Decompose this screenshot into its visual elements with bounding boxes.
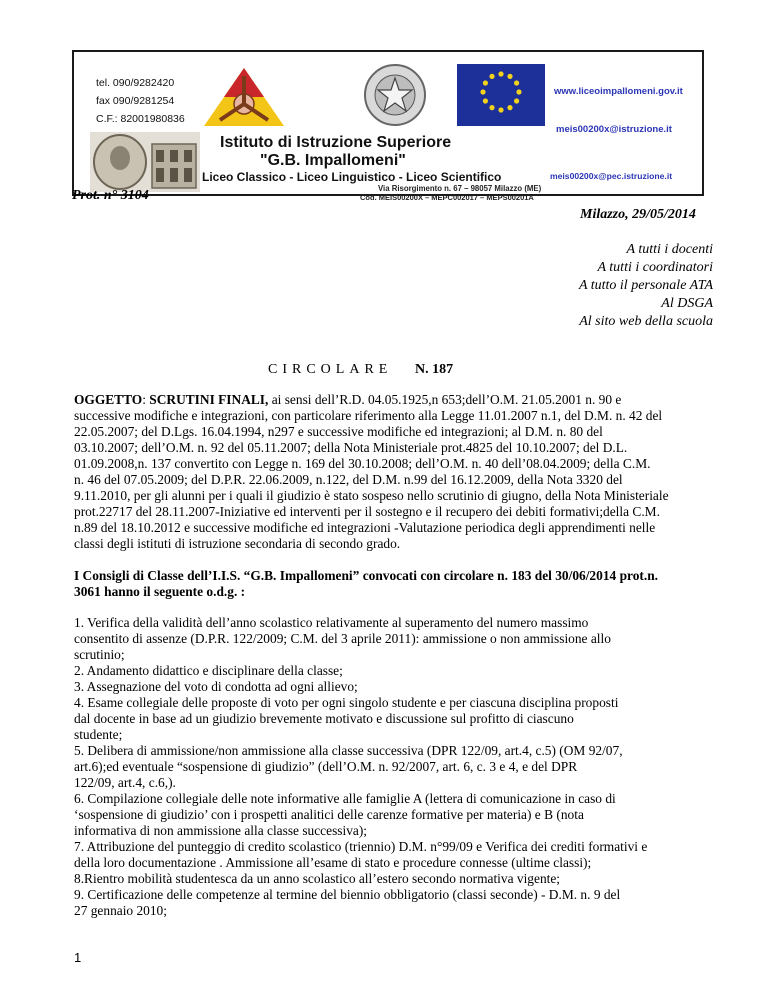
agenda-line: dal docente in base ad un giudizio brevemente motivato e discussione sul profitto di ciascuno xyxy=(74,711,574,726)
agenda-line: studente; xyxy=(74,727,123,742)
document-title: CIRCOLARE xyxy=(268,362,393,377)
italian-republic-emblem-icon xyxy=(362,62,428,128)
oggetto-label: OGGETTO xyxy=(74,392,143,407)
oggetto-line: 9.11.2010, per gli alunni per i quali il giudizio è stato sospeso nello scrutinio di giugno, della Nota Ministeriale xyxy=(74,488,669,503)
oggetto-line: 22.05.2007; del D.Lgs. 16.04.1994, n297 e successive modifiche ed integrazioni; al D.M. n. 80 del xyxy=(74,424,603,439)
circolare-number: N. 187 xyxy=(415,362,454,377)
oggetto-line: n. 46 del 07.05.2009; del D.P.R. 22.06.2009, n.122, del D.M. n.99 del 16.12.2009, della Nota 3320 del xyxy=(74,472,623,487)
recipient: A tutti i docenti xyxy=(626,242,713,257)
oggetto-line: prot.22717 del 28.11.2007-Iniziative ed interventi per il sostegno e il recupero dei debiti formativi;della C.M. xyxy=(74,504,660,519)
recipient: A tutti i coordinatori xyxy=(597,260,713,275)
oggetto-line: 03.10.2007; dell’O.M. n. 92 del 05.11.2007; della Nota Ministeriale prot.4825 del 10.10.2007; del D.L. xyxy=(74,440,628,455)
website-link[interactable]: www.liceoimpallomeni.gov.it xyxy=(554,86,683,97)
oggetto-line: n.89 del 18.10.2012 e successive modifiche ed integrazioni -Valutazione periodica degli apprendimenti nelle xyxy=(74,520,656,535)
agenda-line: consentito di assenze (D.P.R. 122/2009; C.M. del 3 aprile 2011): ammissione o non ammissione allo xyxy=(74,631,611,646)
convocation-paragraph xyxy=(74,568,714,600)
letterhead xyxy=(72,50,704,202)
agenda-line: art.6);ed eventuale “sospensione di giudizio” (dell’O.M. n. 92/2007, art. 6, c. 3 e 4, e del DPR xyxy=(74,759,578,774)
protocol-number: Prot. n° 3104 xyxy=(72,188,149,203)
eu-flag-icon xyxy=(457,64,545,126)
agenda-line: 7. Attribuzione del punteggio di credito scolastico (triennio) D.M. n°99/09 e Verifica dei crediti formativi e xyxy=(74,839,648,854)
agenda-line: 122/09, art.4, c.6,). xyxy=(74,775,176,790)
agenda-line: 27 gennaio 2010; xyxy=(74,903,167,918)
convocation-line: 3061 hanno il seguente o.d.g. : xyxy=(74,584,246,599)
agenda-line: informativa di non ammissione alla classe successiva); xyxy=(74,823,368,838)
institute-address: Via Risorgimento n. 67 – 98057 Milazzo (ME) xyxy=(378,184,542,193)
recipient: A tutto il personale ATA xyxy=(578,278,713,293)
recipients-list xyxy=(413,241,713,331)
agenda-list xyxy=(74,615,714,919)
recipient: Al sito web della scuola xyxy=(579,314,713,329)
place-date: Milazzo, 29/05/2014 xyxy=(580,207,696,222)
oggetto-line: successive modifiche e integrazioni, con particolare riferimento alla Legge 11.01.2007 n.1, del D.M. n. 42 del xyxy=(74,408,663,423)
page-number: 1 xyxy=(74,950,82,965)
oggetto-subject: SCRUTINI FINALI, xyxy=(149,392,269,407)
agenda-line: 2. Andamento didattico e disciplinare della classe; xyxy=(74,663,343,678)
agenda-line: 3. Assegnazione del voto di condotta ad ogni allievo; xyxy=(74,679,358,694)
licei-list: Liceo Classico - Liceo Linguistico - Liceo Scientifico xyxy=(202,170,502,184)
agenda-line: 6. Compilazione collegiale delle note informative alle famiglie A (lettera di comunicazione in caso di xyxy=(74,791,616,806)
oggetto-line: ai sensi dell’R.D. 04.05.1925,n 653;dell’O.M. 21.05.2001 n. 90 e xyxy=(268,392,622,407)
convocation-line: I Consigli di Classe dell’I.I.S. “G.B. Impallomeni” convocati con circolare n. 183 del 30/06/2014 prot.n. xyxy=(74,568,659,583)
oggetto-line: 01.09.2008,n. 137 convertito con Legge n. 169 del 30.10.2008; dell’O.M. n. 40 dell’08.04.2009; della C.M. xyxy=(74,456,651,471)
institute-school-name: "G.B. Impallomeni" xyxy=(260,152,406,169)
agenda-line: 5. Delibera di ammissione/non ammissione alla classe successiva (DPR 122/09, art.4, c.5) (OM 92/07, xyxy=(74,743,623,758)
agenda-line: ‘sospensione di giudizio’ con i prospetti analitici delle carenze formative per materia) e B (nota xyxy=(74,807,584,822)
pec-link[interactable]: meis00200x@pec.istruzione.it xyxy=(550,171,673,181)
fax-number: fax 090/9281254 xyxy=(96,95,175,107)
agenda-line: della loro documentazione . Ammissione all’esame di stato e procedure connesse (ultime classi); xyxy=(74,855,592,870)
school-building-image xyxy=(90,132,200,192)
agenda-line: 9. Certificazione delle competenze al termine del biennio obbligatorio (classi seconde) - D.M. n. 9 del xyxy=(74,887,621,902)
agenda-line: 4. Esame collegiale delle proposte di voto per ogni singolo studente e per ciascuna disciplina proposti xyxy=(74,695,619,710)
institute-name: Istituto di Istruzione Superiore xyxy=(220,134,452,151)
institute-codes: Cod. MEIS00200X – MEPC002017 – MEPS00201A xyxy=(360,193,534,202)
oggetto-line: classi degli istituti di istruzione secondaria di secondo grado. xyxy=(74,536,401,551)
oggetto-paragraph: OGGETTO: SCRUTINI FINALI, ai sensi dell’R.D. 04.05.1925,n 653;dell’O.M. 21.05.2001 n. 90 e successive modifiche e integrazioni, con particolare riferimento alla Legge 11.01.2007 n.1, del D.M. n. 42 del 22.05.2007; del D.Lgs. 16.04.1994, n297 e successive modifiche ed integrazioni; al D.M. n. 80 del 03.10.2007; dell’O.M. n. 92 del 05.11.2007; della Nota Ministeriale prot.4825 del 10.10.2007; del D.L. 01.09.2008,n. 137 convertito con Legge n. 169 del 30.10.2008; dell’O.M. n. 40 dell’08.04.2009; della C.M. n. 46 del 07.05.2009; del D.P.R. 22.06.2009, n.122, del D.M. n.99 del 16.12.2009, della Nota 3320 del 9.11.2010, per gli alunni per i quali il giudizio è stato sospeso nello scrutinio di giugno, della Nota Ministeriale prot.22717 del 28.11.2007-Iniziative ed interventi per il sostegno e il recupero dei debiti formativi;della C.M. n.89 del 18.10.2012 e successive modifiche ed integrazioni -Valutazione periodica degli apprendimenti nelle classi degli istituti di istruzione secondaria di secondo grado. xyxy=(74,392,714,552)
agenda-line: 1. Verifica della validità dell’anno scolastico relativamente al superamento del numero massimo xyxy=(74,615,589,630)
sicily-emblem-icon xyxy=(202,66,286,128)
email-link[interactable]: meis00200x@istruzione.it xyxy=(556,124,672,135)
recipient: Al DSGA xyxy=(661,296,713,311)
phone-number: tel. 090/9282420 xyxy=(96,77,175,89)
agenda-line: scrutinio; xyxy=(74,647,125,662)
tax-code: C.F.: 82001980836 xyxy=(96,113,185,125)
agenda-line: 8.Rientro mobilità studentesca da un anno scolastico all’estero secondo normativa vigente; xyxy=(74,871,561,886)
